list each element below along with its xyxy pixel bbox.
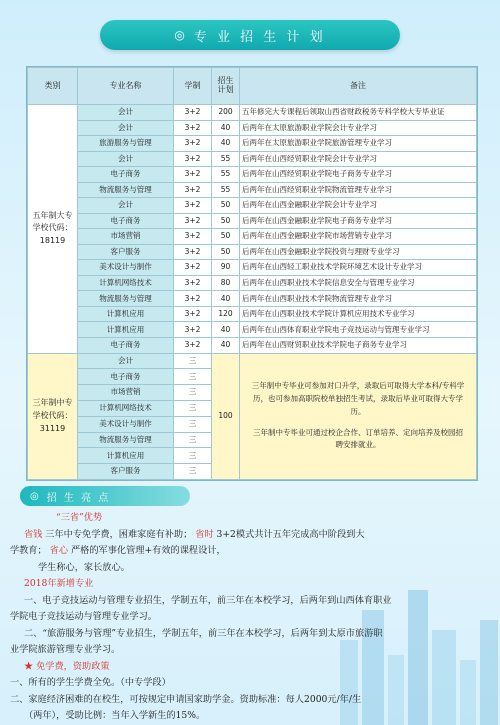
major-name: 物流服务与管理 xyxy=(78,432,174,448)
plan-count: 200 xyxy=(212,105,240,121)
major-name: 物流服务与管理 xyxy=(78,291,174,307)
section-title: 招 生 亮 点 xyxy=(46,492,111,504)
duration: 3+2 xyxy=(174,306,212,322)
major-name: 计算机应用 xyxy=(78,306,174,322)
category-three-year: 三年制中专 学校代码： 31119 xyxy=(28,353,78,479)
major-name: 会计 xyxy=(78,151,174,167)
duration: 3+2 xyxy=(174,213,212,229)
table-row xyxy=(28,322,477,338)
major-name: 市场营销 xyxy=(78,385,174,401)
table-row xyxy=(28,213,477,229)
remark: 后两年在太原旅游职业学院会计专业学习 xyxy=(240,120,477,136)
table-row xyxy=(28,306,477,322)
major-name: 会计 xyxy=(78,120,174,136)
major-name: 客户服务 xyxy=(78,244,174,260)
plan-count: 40 xyxy=(212,322,240,338)
remark: 后两年在山西金融职业学院会计专业学习 xyxy=(240,198,477,214)
major-name: 计算机网络技术 xyxy=(78,275,174,291)
plan-count: 55 xyxy=(212,151,240,167)
major-name: 电子商务 xyxy=(78,213,174,229)
major-name: 电子商务 xyxy=(78,369,174,385)
new-major-2a: 二、“旅游服务与管理”专业招生，学制五年，前三年在本校学习，后两年到太原市旅游职 xyxy=(24,627,383,639)
plan-count: 55 xyxy=(212,167,240,183)
header-note: 备注 xyxy=(240,68,477,105)
new-major-title: 2018年新增专业 xyxy=(24,578,94,589)
location-pin-icon: ◎ xyxy=(30,490,41,502)
major-name: 旅游服务与管理 xyxy=(78,136,174,152)
remark: 后两年在山西轻工职业技术学院环境艺术设计专业学习 xyxy=(240,260,477,276)
header-duration: 学制 xyxy=(174,68,212,105)
plan-count: 40 xyxy=(212,136,240,152)
plan-count: 40 xyxy=(212,337,240,353)
new-major-1a: 一、电子竞技运动与管理专业招生，学制五年，前三年在本校学习，后两年到山西体育职业 xyxy=(24,594,392,606)
duration: 三 xyxy=(174,353,212,369)
free-2a: 二、家庭经济困难的在校生，可按规定申请国家助学金。资助标准：每人2000元/年/生 xyxy=(10,693,362,705)
duration: 3+2 xyxy=(174,275,212,291)
duration: 三 xyxy=(174,369,212,385)
major-name: 美术设计与制作 xyxy=(78,416,174,432)
duration: 三 xyxy=(174,400,212,416)
plan-count: 100 xyxy=(212,353,240,479)
duration: 3+2 xyxy=(174,322,212,338)
duration: 3+2 xyxy=(174,120,212,136)
duration: 3+2 xyxy=(174,198,212,214)
enrollment-table-panel xyxy=(26,66,478,481)
section-banner-highlights xyxy=(20,486,190,506)
major-name: 物流服务与管理 xyxy=(78,182,174,198)
sansheng-title: “三省”优势 xyxy=(56,512,103,523)
major-name: 计算机应用 xyxy=(78,322,174,338)
duration: 三 xyxy=(174,385,212,401)
major-name: 会计 xyxy=(78,198,174,214)
table-header-row xyxy=(28,68,477,105)
table-row xyxy=(28,260,477,276)
plan-count: 90 xyxy=(212,260,240,276)
table-row xyxy=(28,198,477,214)
major-name: 会计 xyxy=(78,105,174,121)
new-major-1b: 学院电子竞技运动与管理专业学习。 xyxy=(10,611,157,622)
header-major: 专业名称 xyxy=(78,68,174,105)
banner-title: 专 业 招 生 计 划 xyxy=(193,29,326,45)
plan-count: 120 xyxy=(212,306,240,322)
plan-count: 50 xyxy=(212,198,240,214)
category-five-year: 五年制大专 学校代码： 18119 xyxy=(28,105,78,354)
major-name: 电子商务 xyxy=(78,167,174,183)
major-name: 计算机网络技术 xyxy=(78,400,174,416)
remark-three-year: 三年制中专毕业可参加对口升学，录取后可取得大学本科/专科学历，也可参加高职院校单独招生考试，录取后毕业可取得大专学历。 三年制中专毕业可通过校企合作、订单培养、定向培养及校园招聘安排就业。 xyxy=(240,353,477,479)
duration: 3+2 xyxy=(174,151,212,167)
header-plan: 招生 计划 xyxy=(212,68,240,105)
plan-count: 40 xyxy=(212,120,240,136)
table-row xyxy=(28,291,477,307)
table-row xyxy=(28,151,477,167)
table-row xyxy=(28,229,477,245)
location-pin-icon: ◎ xyxy=(174,28,188,42)
line-2: 学教育； 省心 严格的军事化管理+有效的课程设计， xyxy=(10,545,226,556)
free-title: ★ 免学费，资助政策 xyxy=(24,660,110,672)
group1-body xyxy=(28,105,477,354)
remark: 后两年在山西财贸职业技术学院电子商务专业学习 xyxy=(240,337,477,353)
free-2b: （两年），受助比例：当年入学新生的15%。 xyxy=(24,710,206,721)
major-name: 客户服务 xyxy=(78,464,174,480)
remark: 后两年在山西职业技术学院信息安全与管理专业学习 xyxy=(240,275,477,291)
duration: 三 xyxy=(174,432,212,448)
duration: 3+2 xyxy=(174,105,212,121)
enrollment-table xyxy=(27,67,477,480)
remark: 五年修完大专课程后领取山西省财政税务专科学校大专毕业证 xyxy=(240,105,477,121)
section-banner-plan xyxy=(100,20,400,50)
table-row xyxy=(28,337,477,353)
new-major-2b: 业学院旅游管理专业学习。 xyxy=(10,644,121,655)
plan-count: 50 xyxy=(212,229,240,245)
remark: 后两年在山西职业技术学院计算机应用技术专业学习 xyxy=(240,306,477,322)
remark: 后两年在山西经贸职业学院电子商务专业学习 xyxy=(240,167,477,183)
remark: 后两年在山西体育职业学院电子竞技运动与管理专业学习 xyxy=(240,322,477,338)
major-name: 电子商务 xyxy=(78,337,174,353)
free-1: 一、所有的学生学费全免。（中专学段） xyxy=(10,677,171,688)
table-row xyxy=(28,136,477,152)
duration: 三 xyxy=(174,464,212,480)
remark: 后两年在山西经贸职业学院会计专业学习 xyxy=(240,151,477,167)
remark: 后两年在山西经贸职业学院物流管理专业学习 xyxy=(240,182,477,198)
duration: 三 xyxy=(174,448,212,464)
table-row xyxy=(28,353,477,369)
table-row xyxy=(28,275,477,291)
duration: 3+2 xyxy=(174,182,212,198)
duration: 3+2 xyxy=(174,136,212,152)
duration: 3+2 xyxy=(174,167,212,183)
remark: 后两年在山西职业技术学院物流管理专业学习 xyxy=(240,291,477,307)
table-row xyxy=(28,244,477,260)
major-name: 美术设计与制作 xyxy=(78,260,174,276)
group2-body xyxy=(28,353,477,479)
plan-count: 55 xyxy=(212,182,240,198)
duration: 3+2 xyxy=(174,337,212,353)
remark: 后两年在山西金融职业学院电子商务专业学习 xyxy=(240,213,477,229)
duration: 3+2 xyxy=(174,291,212,307)
plan-count: 40 xyxy=(212,291,240,307)
header-category: 类别 xyxy=(28,68,78,105)
highlights-text xyxy=(10,510,480,725)
table-row xyxy=(28,120,477,136)
table-row xyxy=(28,182,477,198)
line-1: 省钱 三年中专免学费，困难家庭有补助； 省时 3+2模式共计五年完成高中阶段到大 xyxy=(24,528,365,540)
major-name: 市场营销 xyxy=(78,229,174,245)
plan-count: 50 xyxy=(212,244,240,260)
table-row xyxy=(28,105,477,121)
duration: 3+2 xyxy=(174,244,212,260)
line-3: 学生称心，家长放心。 xyxy=(38,561,130,573)
remark: 后两年在太原旅游职业学院旅游管理专业学习 xyxy=(240,136,477,152)
plan-count: 80 xyxy=(212,275,240,291)
major-name: 计算机应用 xyxy=(78,448,174,464)
table-row xyxy=(28,167,477,183)
remark: 后两年在山西金融职业学院市场营销专业学习 xyxy=(240,229,477,245)
duration: 3+2 xyxy=(174,260,212,276)
remark: 后两年在山西金融职业学院投资与理财专业学习 xyxy=(240,244,477,260)
duration: 3+2 xyxy=(174,229,212,245)
major-name: 会计 xyxy=(78,353,174,369)
plan-count: 50 xyxy=(212,213,240,229)
duration: 三 xyxy=(174,416,212,432)
